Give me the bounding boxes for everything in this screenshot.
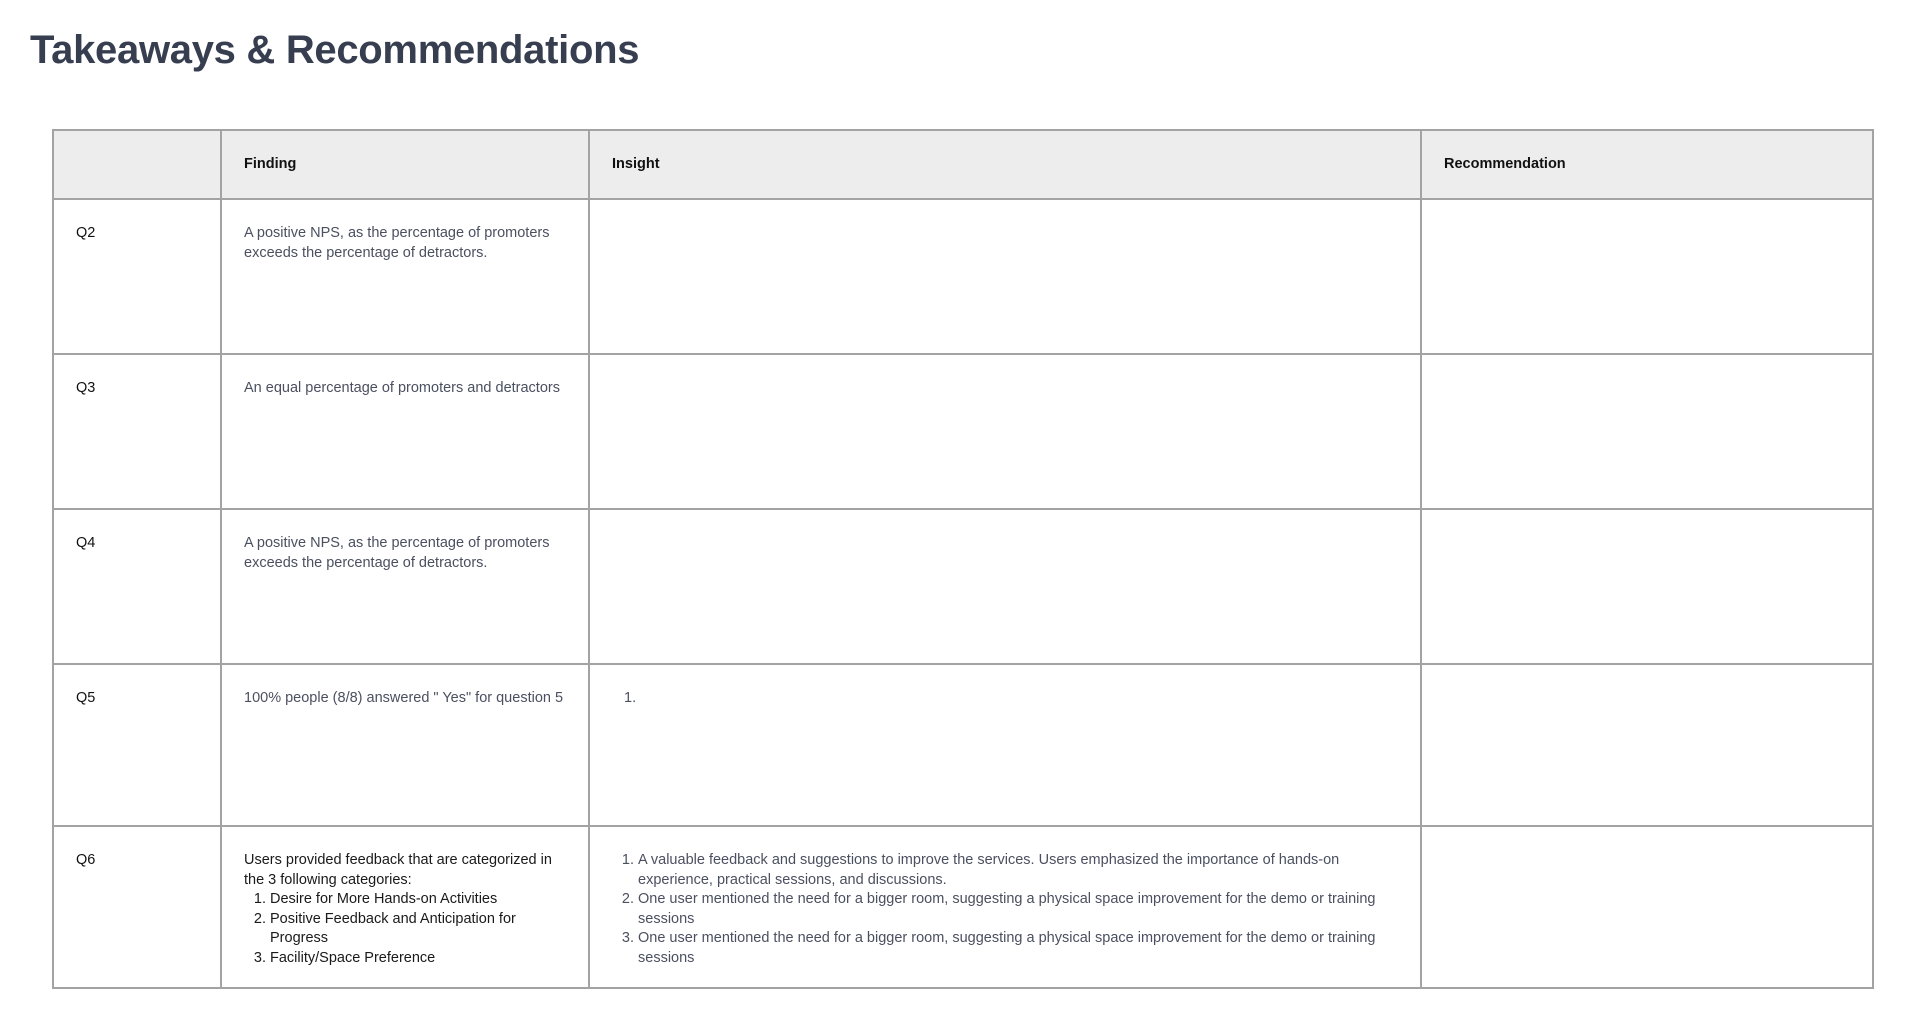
question-cell: Q6: [53, 826, 221, 988]
recommendation-cell[interactable]: [1421, 826, 1873, 988]
table-row: [53, 354, 1873, 509]
finding-cell[interactable]: A positive NPS, as the percentage of promoters exceeds the percentage of detractors.: [221, 509, 589, 664]
finding-cell[interactable]: A positive NPS, as the percentage of promoters exceeds the percentage of detractors.: [221, 199, 589, 354]
header-question: [53, 130, 221, 199]
recommendation-cell[interactable]: [1421, 354, 1873, 509]
table-row: [53, 509, 1873, 664]
finding-cell[interactable]: 100% people (8/8) answered " Yes" for question 5: [221, 664, 589, 826]
list-item: 3. One user mentioned the need for a bigger room, suggesting a physical space improvement for the demo or training sessions: [638, 929, 1398, 968]
insight-cell[interactable]: [589, 354, 1421, 509]
insight-list: [612, 851, 1398, 968]
header-finding: Finding: [221, 130, 589, 199]
takeaways-table: [52, 129, 1874, 989]
table-row: [53, 664, 1873, 826]
list-item: 2. Positive Feedback and Anticipation for Progress: [270, 910, 566, 949]
list-item: 3. Facility/Space Preference: [270, 949, 566, 969]
question-cell: Q5: [53, 664, 221, 826]
recommendation-cell[interactable]: [1421, 509, 1873, 664]
recommendation-cell[interactable]: [1421, 199, 1873, 354]
insight-cell[interactable]: [589, 826, 1421, 988]
header-insight: Insight: [589, 130, 1421, 199]
finding-intro: Users provided feedback that are categorized in the 3 following categories:: [244, 852, 552, 888]
insight-cell[interactable]: [589, 199, 1421, 354]
question-cell: Q4: [53, 509, 221, 664]
list-item: 2. One user mentioned the need for a bigger room, suggesting a physical space improvement for the demo or training sessions: [638, 890, 1398, 929]
recommendation-cell[interactable]: [1421, 664, 1873, 826]
question-cell: Q2: [53, 199, 221, 354]
insight-cell[interactable]: [589, 509, 1421, 664]
list-item: 1. Desire for More Hands-on Activities: [270, 890, 566, 910]
question-cell: Q3: [53, 354, 221, 509]
table-row: [53, 199, 1873, 354]
insight-list-marker: 1.: [624, 690, 637, 706]
page-title: Takeaways & Recommendations: [30, 28, 640, 72]
finding-cell[interactable]: [221, 826, 589, 988]
insight-cell[interactable]: [589, 664, 1421, 826]
list-item: 1. A valuable feedback and suggestions to improve the services. Users emphasized the importance of hands-on experience, practical sessions, and discussions.: [638, 851, 1398, 890]
finding-list: [244, 890, 566, 968]
table-header-row: [53, 130, 1873, 199]
finding-cell[interactable]: An equal percentage of promoters and detractors: [221, 354, 589, 509]
table-row: [53, 826, 1873, 988]
header-recommendation: Recommendation: [1421, 130, 1873, 199]
